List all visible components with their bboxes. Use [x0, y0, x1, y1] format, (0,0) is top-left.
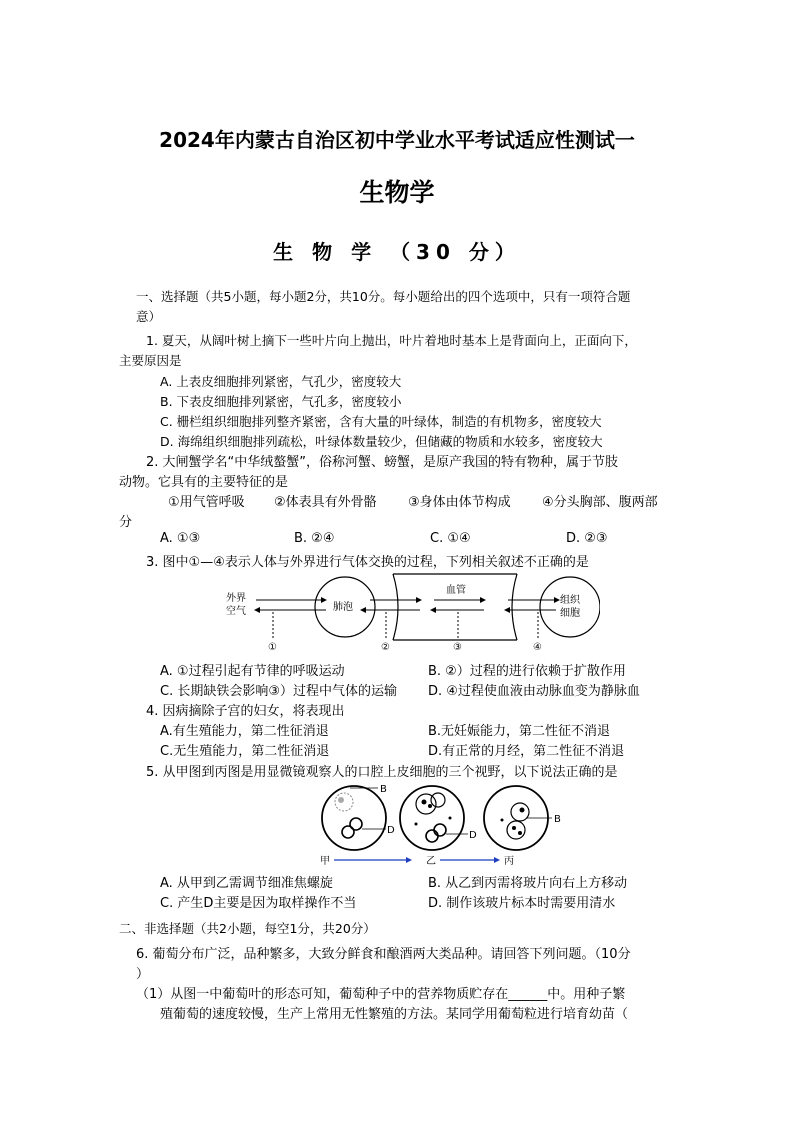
- section2-heading: 二、非选择题（共2小题，每空1分，共20分）: [119, 921, 376, 936]
- q1-option-a: A. 上表皮细胞排列紧密，气孔少，密度较大: [160, 374, 402, 389]
- q1-option-b: B. 下表皮细胞排列紧密，气孔多，密度较小: [160, 394, 402, 409]
- label-alveolus: 肺泡: [333, 602, 353, 613]
- subject-score-line: 生 物 学 （30 分）: [273, 240, 521, 264]
- microscope-views-diagram: [310, 778, 580, 868]
- label-process-2: ②: [381, 642, 390, 653]
- q6-sub1: （1）从图一中葡萄叶的形态可知，葡萄种子中的营养物质贮存在______中。用种子繁: [136, 987, 626, 1002]
- q5-option-b: B. 从乙到丙需将玻片向右上方移动: [428, 876, 628, 891]
- label-d2: D: [469, 830, 477, 841]
- label-d1: D: [387, 825, 395, 836]
- q6-sub1-wrap: 殖葡萄的速度较慢，生产上常用无性繁殖的方法。某同学用葡萄粒进行培育幼苗（: [160, 1007, 629, 1022]
- q6-stem-wrap: ）: [136, 967, 150, 982]
- label-tissue-cell-1: 组织: [560, 595, 580, 606]
- q5-option-a: A. 从甲到乙需调节细准焦螺旋: [160, 876, 333, 891]
- q1-stem: 1. 夏天，从阔叶树上摘下一些叶片向上抛出，叶片着地时基本上是背面向上，正面向下，: [146, 333, 637, 348]
- tissue-cell-circle: [540, 577, 600, 637]
- label-view-jia: 甲: [320, 856, 330, 867]
- q2-feature-1: ①用气管呼吸: [168, 495, 245, 510]
- label-process-3: ③: [453, 642, 462, 653]
- label-view-yi: 乙: [426, 856, 436, 867]
- vessel-left-end: [393, 574, 398, 640]
- q4-option-a: A.有生殖能力，第二性征消退: [160, 724, 329, 739]
- q2-feature-wrap: 分: [119, 515, 133, 530]
- label-outside-air-2: 空气: [226, 606, 246, 617]
- q2-option-d: D. ②③: [566, 531, 608, 546]
- q3-option-c: C. 长期缺铁会影响③）过程中气体的运输: [160, 684, 397, 699]
- q5-option-c: C. 产生D主要是因为取样操作不当: [160, 896, 357, 911]
- q1-option-c: C. 栅栏组织细胞排列整齐紧密，含有大量的叶绿体，制造的有机物多，密度较大: [160, 414, 602, 429]
- q3-option-b: B. ②）过程的进行依赖于扩散作用: [428, 664, 626, 679]
- gas-exchange-diagram: [220, 570, 600, 654]
- q3-option-a: A. ①过程引起有节律的呼吸运动: [160, 664, 345, 679]
- q2-option-b: B. ②④: [294, 531, 335, 546]
- q2-stem: 2. 大闸蟹学名“中华绒螯蟹”，俗称河蟹、螃蟹，是原产我国的特有物种，属于节肢: [146, 455, 619, 470]
- q3-option-d: D. ④过程使血液由动脉血变为静脉血: [428, 684, 640, 699]
- q1-stem-wrap: 主要原因是: [119, 353, 182, 368]
- q6-stem: 6. 葡萄分布广泛，品种繁多，大致分鲜食和酿酒两大类品种。请回答下列问题。（10分: [136, 947, 631, 962]
- section1-heading: 一、选择题（共5小题，每小题2分，共10分。每小题给出的四个选项中，只有一项符合题: [136, 289, 631, 304]
- q5-stem: 5. 从甲图到丙图是用显微镜观察人的口腔上皮细胞的三个视野，以下说法正确的是: [146, 765, 618, 780]
- q4-option-c: C.无生殖能力，第二性征消退: [160, 744, 330, 759]
- label-vessel: 血管: [446, 585, 466, 596]
- label-tissue-cell-2: 细胞: [560, 608, 580, 619]
- label-view-bing: 丙: [504, 856, 514, 867]
- exam-title: 2024年内蒙古自治区初中学业水平考试适应性测试一: [159, 128, 635, 152]
- q2-feature-4: ④分头胸部、腹两部: [542, 495, 658, 510]
- q4-option-b: B.无妊娠能力，第二性征不消退: [428, 724, 611, 739]
- q3-stem: 3. 图中①—④表示人体与外界进行气体交换的过程，下列相关叙述不正确的是: [146, 555, 589, 570]
- q5-option-d: D. 制作该玻片标本时需要用清水: [428, 896, 616, 911]
- q4-stem: 4. 因病摘除子宫的妇女，将表现出: [146, 704, 345, 719]
- q2-feature-2: ②体表具有外骨骼: [274, 495, 377, 510]
- section1-heading-wrap: 意）: [136, 309, 162, 324]
- q2-option-c: C. ①④: [430, 531, 471, 546]
- q2-option-a: A. ①③: [160, 531, 201, 546]
- q1-option-d: D. 海绵组织细胞排列疏松，叶绿体数量较少，但储藏的物质和水较多，密度较大: [160, 434, 603, 449]
- subject-title: 生物学: [359, 178, 435, 207]
- label-outside-air-1: 外界: [226, 593, 246, 604]
- vessel-right-end: [512, 574, 517, 640]
- q2-stem-wrap: 动物。它具有的主要特征的是: [119, 475, 289, 490]
- label-process-1: ①: [268, 642, 277, 653]
- q4-option-d: D.有正常的月经，第二性征不消退: [428, 744, 625, 759]
- label-b1: B: [380, 784, 387, 795]
- label-b3: B: [554, 814, 561, 825]
- q2-feature-3: ③身体由体节构成: [408, 495, 511, 510]
- label-process-4: ④: [533, 642, 542, 653]
